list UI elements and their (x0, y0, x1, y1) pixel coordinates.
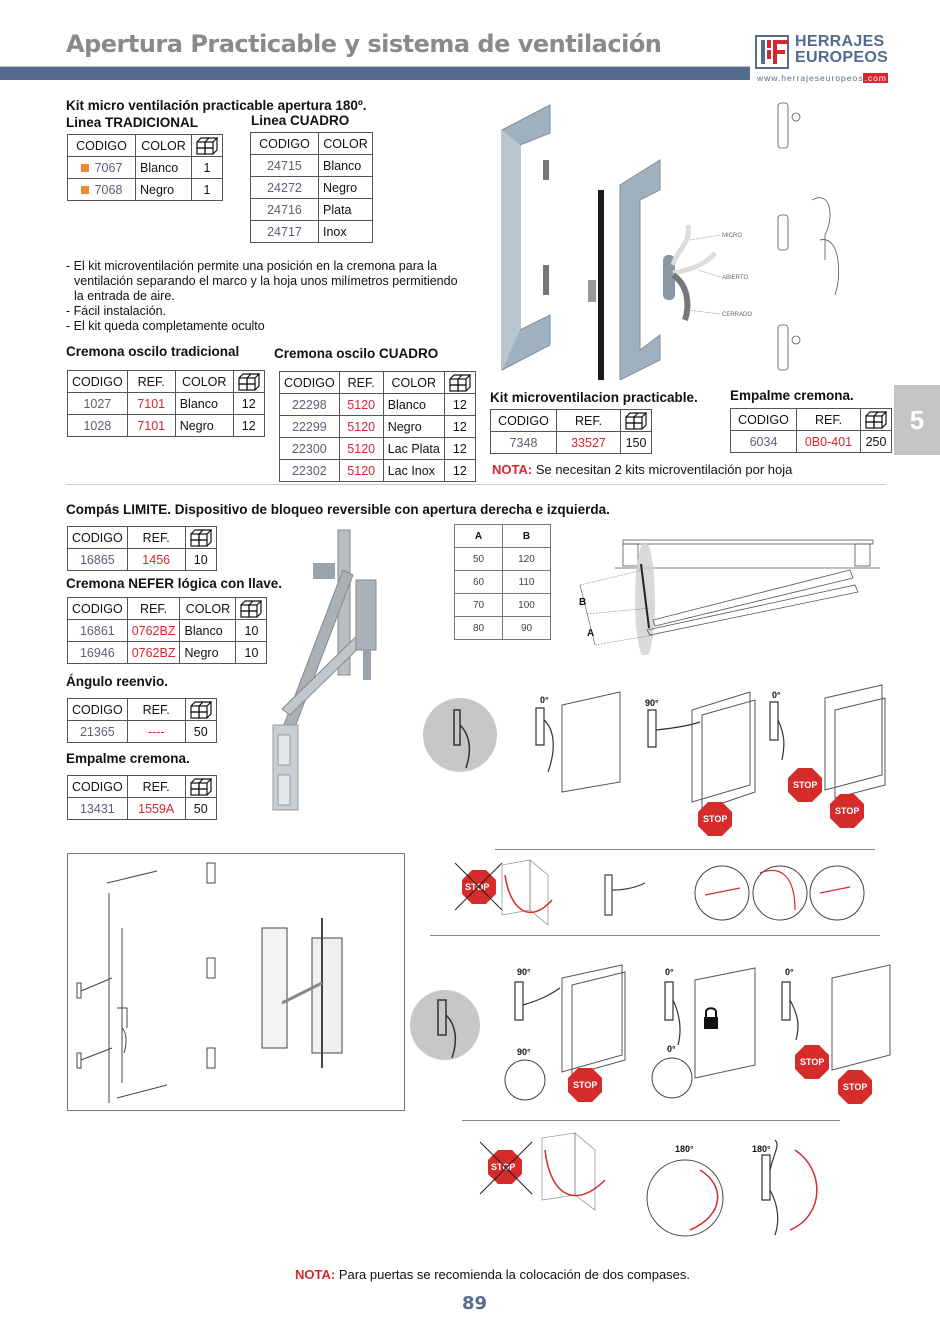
handle-icon (665, 982, 680, 1045)
box-icon (190, 529, 212, 547)
table-row: 7068 Negro 1 (68, 179, 223, 201)
angulo-title: Ángulo reenvio. (66, 674, 169, 689)
assembly-diagram (67, 853, 405, 1111)
chapter-tab[interactable]: 5 (894, 385, 940, 455)
table-empalme-cremona-top: CODIGO REF. 6034 0B0-401 250 (730, 408, 892, 453)
box-icon (625, 412, 647, 430)
box-icon (240, 600, 262, 618)
opening-angle-diagram (575, 530, 895, 655)
svg-text:0°: 0° (667, 1044, 676, 1054)
handle-operation-row-1 (420, 680, 890, 840)
cremona-cuadro-title: Cremona oscilo CUADRO (274, 346, 439, 361)
linea-tradicional-title: Linea TRADICIONAL (66, 115, 199, 130)
page-title: Apertura Practicable y sistema de ventilación (66, 30, 662, 58)
svg-text:A: A (587, 628, 595, 639)
svg-text:90°: 90° (645, 698, 659, 708)
table-row: 24715 Blanco (251, 155, 373, 177)
table-kit-micro-practicable: CODIGO REF. 7348 33527 150 (490, 409, 652, 454)
svg-text:0°: 0° (785, 967, 794, 977)
table-row: 13431 1559A 50 (68, 798, 217, 820)
table-linea-tradicional: CODIGO COLOR 7067 Blanco 1 7068 Negro 1 (67, 134, 223, 201)
divider (462, 1120, 840, 1121)
svg-text:0°: 0° (665, 967, 674, 977)
stop-sign-icon (830, 794, 864, 828)
table-row: 6034 0B0-401 250 (731, 431, 892, 453)
box-icon (449, 374, 471, 392)
svg-text:0°: 0° (772, 690, 781, 700)
padlock-icon (704, 1008, 718, 1029)
svg-text:STOP: STOP (800, 1057, 825, 1067)
svg-text:STOP: STOP (573, 1080, 598, 1090)
handle-icon (762, 1140, 778, 1235)
svg-text:90°: 90° (517, 1047, 531, 1057)
svg-text:180°: 180° (752, 1144, 771, 1154)
compas-title: Compás LIMITE. Dispositivo de bloqueo reversible con apertura derecha e izquierda. (66, 502, 610, 517)
keeper-parts-icon (778, 103, 839, 370)
detail-circle-icon (753, 866, 807, 920)
table-row: 21365 ---- 50 (68, 721, 217, 743)
svg-text:90°: 90° (517, 967, 531, 977)
logo-line1: HERRAJES (795, 33, 885, 50)
orange-marker-icon (81, 186, 89, 194)
handle-positions-icon (663, 225, 715, 320)
table-cremona-tradicional: CODIGO REF. COLOR 1027 7101 Blanco 12 1028 7101 Negro 12 (67, 370, 265, 437)
stop-sign-icon (838, 1070, 872, 1104)
divider (495, 849, 875, 850)
handle-icon (515, 982, 560, 1020)
svg-text:STOP: STOP (703, 814, 728, 824)
table-row: 22302 5120 Lac Inox 12 (280, 460, 476, 482)
table-row: 1027 7101 Blanco 12 (68, 393, 265, 415)
svg-text:CERRADO: CERRADO (722, 312, 753, 318)
box-icon (190, 778, 212, 796)
logo-mark-icon (755, 35, 789, 69)
section-divider (66, 484, 886, 485)
nota-kits: NOTA: Se necesitan 2 kits microventilación por hoja (492, 462, 793, 477)
svg-text:STOP: STOP (465, 882, 490, 892)
table-row: 22299 5120 Negro 12 (280, 416, 476, 438)
table-row: 16861 0762BZ Blanco 10 (68, 620, 267, 642)
gasket-strip (598, 190, 604, 380)
footer-nota: NOTA: Para puertas se recomienda la colocación de dos compases. (295, 1267, 691, 1282)
kit-micro-features: - El kit microventilación permite una posición en la cremona para la ventilación separando el marco y la hoja unos milímetros permitiendo la entrada de aire. - Fácil instalación. - El kit queda completamente oculto (66, 259, 458, 333)
key-icon (313, 563, 335, 579)
detail-circle-icon (695, 866, 749, 920)
orange-marker-icon (81, 164, 89, 172)
detail-circle-icon (810, 866, 864, 920)
handle-operation-row-2 (450, 855, 890, 935)
window-frame-icon (562, 692, 620, 792)
cremona-nefer-title: Cremona NEFER lógica con llave. (66, 576, 283, 591)
stop-sign-icon (698, 802, 732, 836)
svg-text:STOP: STOP (835, 806, 860, 816)
logo-url[interactable]: www.herrajeseuropeos.com (757, 73, 887, 83)
table-row: 16865 1456 10 (68, 549, 217, 571)
compas-product-illustration (268, 525, 418, 825)
kit-micro-practicable-title: Kit microventilacion practicable. (490, 390, 698, 405)
stop-sign-icon (795, 1045, 829, 1079)
table-row: 24272 Negro (251, 177, 373, 199)
table-ab-dimensions: A B 50 120 60 110 70 100 80 90 (454, 524, 551, 640)
empalme-cremona-bottom-title: Empalme cremona. (66, 751, 190, 766)
table-linea-cuadro: CODIGO COLOR 24715 Blanco 24272 Negro 24716 Plata 24717 Inox (250, 132, 373, 243)
box-icon (196, 137, 218, 155)
kit-micro-illustration (490, 95, 890, 380)
rotation-arrow-icon (505, 875, 552, 912)
table-row: 7348 33527 150 (491, 432, 652, 454)
svg-text:STOP: STOP (793, 780, 818, 790)
svg-text:ABIERTO: ABIERTO (722, 275, 749, 281)
svg-text:180°: 180° (675, 1144, 694, 1154)
svg-text:STOP: STOP (843, 1082, 868, 1092)
table-cremona-nefer: CODIGO REF. COLOR 16861 0762BZ Blanco 10 16946 0762BZ Negro 10 (67, 597, 267, 664)
cremona-tradicional-title: Cremona oscilo tradicional (66, 344, 240, 359)
frame-profile-right (620, 160, 660, 380)
table-row: 1028 7101 Negro 12 (68, 415, 265, 437)
table-row: 80 90 (455, 617, 551, 640)
stop-sign-icon (568, 1068, 602, 1102)
table-angulo: CODIGO REF. 21365 ---- 50 (67, 698, 217, 743)
detail-circle-icon (647, 1160, 723, 1236)
table-compas: CODIGO REF. 16865 1456 10 (67, 526, 217, 571)
logo-line2: EUROPEOS (795, 49, 889, 66)
table-empalme-cremona-bottom: CODIGO REF. 13431 1559A 50 (67, 775, 217, 820)
svg-text:0°: 0° (540, 695, 549, 705)
divider (430, 935, 880, 936)
page-number: 89 (462, 1293, 488, 1314)
header-bar (0, 66, 750, 80)
box-icon (865, 411, 887, 429)
table-row: 16946 0762BZ Negro 10 (68, 642, 267, 664)
table-row: 22298 5120 Blanco 12 (280, 394, 476, 416)
table-cremona-cuadro: CODIGO REF. COLOR 22298 5120 Blanco 12 22299 5120 Negro 12 22300 5120 Lac Plata 12 22302 5120 Lac Inox 12 (279, 371, 476, 482)
table-row: 60 110 (455, 571, 551, 594)
box-icon (190, 701, 212, 719)
empalme-cremona-top-title: Empalme cremona. (730, 388, 854, 403)
linea-cuadro-title: Linea CUADRO (251, 113, 350, 128)
handle-icon (770, 702, 784, 760)
handle-operation-row-4 (470, 1130, 830, 1240)
stop-sign-icon (788, 768, 822, 802)
kit-micro-title: Kit micro ventilación practicable apertura 180º. (66, 98, 367, 113)
svg-text:STOP: STOP (491, 1162, 516, 1172)
svg-text:MICRO: MICRO (722, 233, 742, 239)
no-stop-icon (480, 1142, 532, 1194)
handle-icon (536, 708, 553, 772)
table-row: 50 120 (455, 548, 551, 571)
table-row: 24716 Plata (251, 199, 373, 221)
box-icon (238, 373, 260, 391)
table-row: 7067 Blanco 1 (68, 157, 223, 179)
table-row: 22300 5120 Lac Plata 12 (280, 438, 476, 460)
no-stop-icon (455, 863, 502, 910)
handle-icon (782, 982, 798, 1040)
handle-icon (605, 875, 645, 915)
rotation-arrow-icon (790, 1150, 817, 1230)
svg-text:B: B (579, 597, 587, 608)
handle-operation-row-3 (400, 960, 900, 1110)
brand-logo[interactable] (755, 35, 940, 85)
frame-profile-left (502, 105, 550, 370)
table-row: 70 100 (455, 594, 551, 617)
table-row: 24717 Inox (251, 221, 373, 243)
